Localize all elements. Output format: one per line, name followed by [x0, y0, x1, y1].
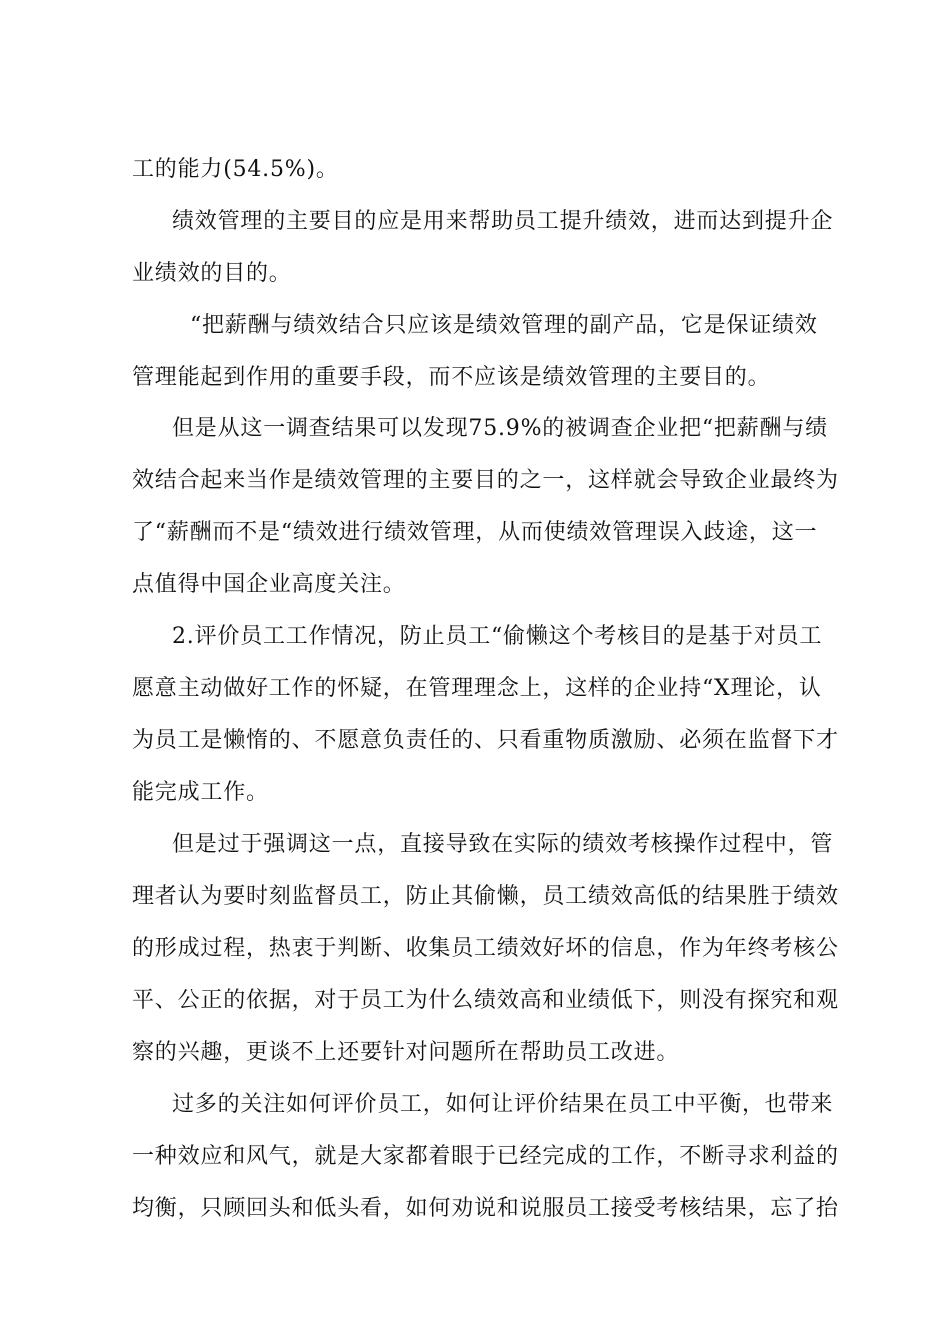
- text-line: 一种效应和风气，就是大家都着眼于已经完成的工作，不断寻求利益的: [132, 1144, 839, 1169]
- text-line: 管理能起到作用的重要手段，而不应该是绩效管理的主要目的。: [132, 365, 771, 390]
- text-line: 的形成过程，热衷于判断、收集员工绩效好坏的信息，作为年终考核公: [132, 936, 839, 961]
- text-line: 理者认为要时刻监督员工，防止其偷懒，员工绩效高低的结果胜于绩效: [132, 884, 839, 909]
- text-line: 效结合起来当作是绩效管理的主要目的之一，这样就会导致企业最终为: [132, 468, 839, 493]
- text-line: 工的能力(54.5%)。: [132, 157, 339, 182]
- text-line: “把薪酬与绩效结合只应该是绩效管理的副产品，它是保证绩效: [190, 313, 818, 338]
- text-line: 但是从这一调查结果可以发现75.9%的被调查企业把“把薪酬与绩: [172, 416, 828, 441]
- text-line: 平、公正的依据，对于员工为什么绩效高和业绩低下，则没有探究和观: [132, 988, 839, 1013]
- text-line: 过多的关注如何评价员工，如何让评价结果在员工中平衡，也带来: [172, 1092, 834, 1117]
- text-line: 2.评价员工工作情况，防止员工“偷懒这个考核目的是基于对员工: [172, 624, 823, 649]
- text-line: 为员工是懒惰的、不愿意负责任的、只看重物质激励、必须在监督下才: [132, 728, 839, 753]
- text-line: 业绩效的目的。: [132, 261, 292, 286]
- text-line: 察的兴趣，更谈不上还要针对问题所在帮助员工改进。: [132, 1040, 680, 1065]
- text-line: 愿意主动做好工作的怀疑，在管理理念上，这样的企业持“X理论，认: [132, 676, 822, 701]
- text-line: 均衡，只顾回头和低头看，如何劝说和说服员工接受考核结果，忘了抬: [132, 1196, 839, 1221]
- text-line: 了“薪酬而不是“绩效进行绩效管理，从而使绩效管理误入歧途，这一: [132, 520, 818, 545]
- text-line: 能完成工作。: [132, 780, 269, 805]
- text-line: 点值得中国企业高度关注。: [132, 572, 406, 597]
- text-line: 绩效管理的主要目的应是用来帮助员工提升绩效，进而达到提升企: [172, 209, 834, 234]
- text-line: 但是过于强调这一点，直接导致在实际的绩效考核操作过程中，管: [172, 832, 834, 857]
